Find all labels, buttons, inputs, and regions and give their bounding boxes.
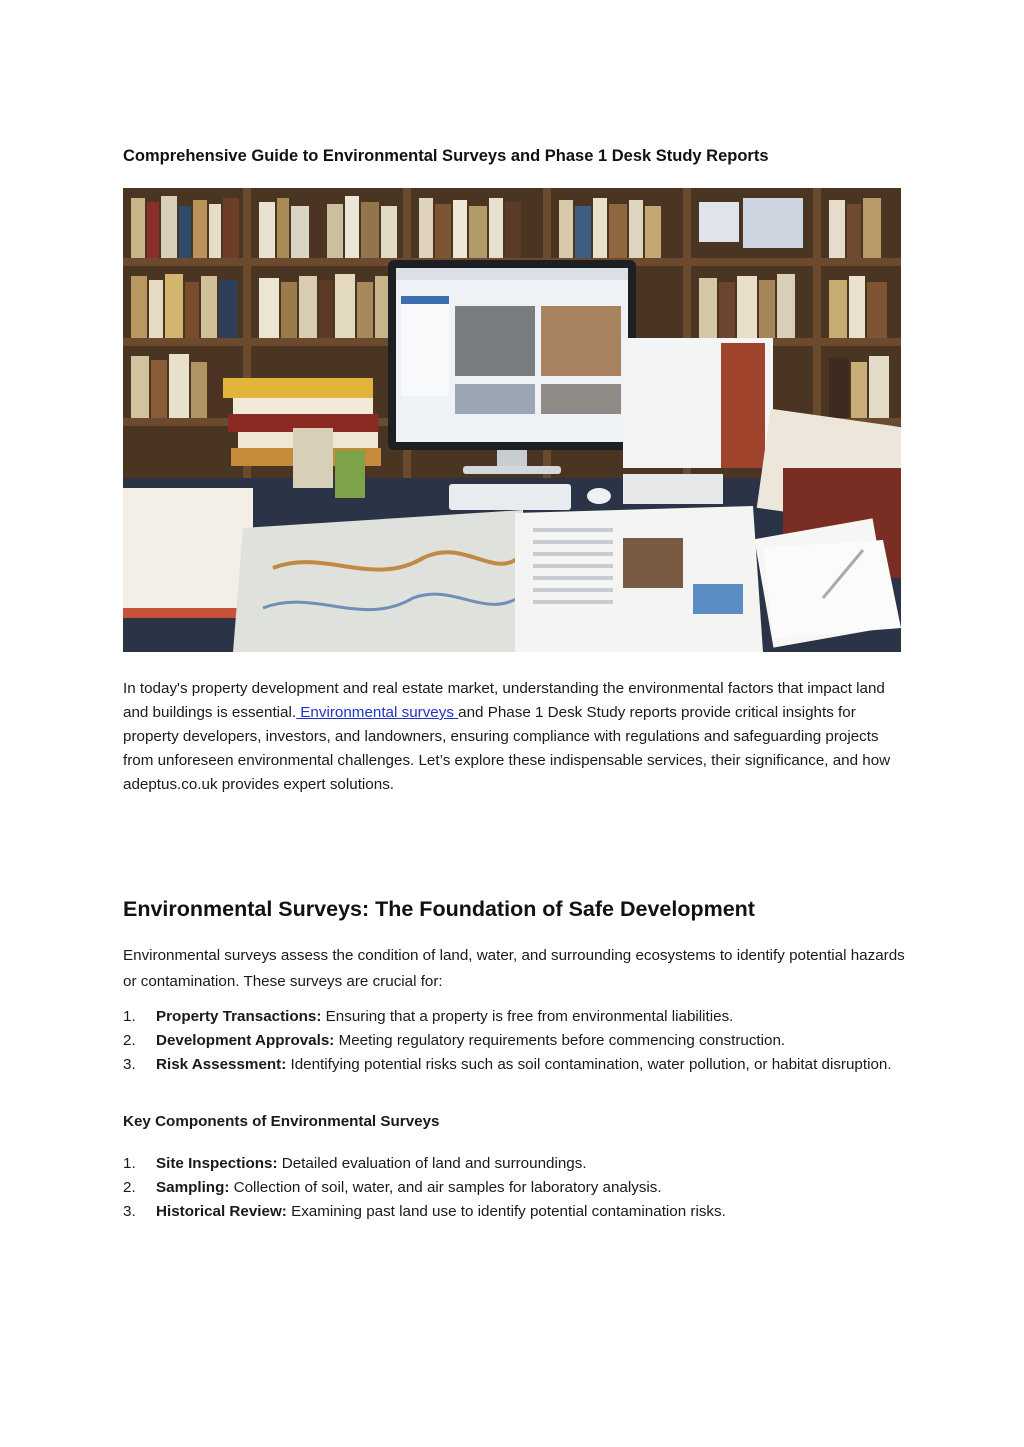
list-number: 2. xyxy=(123,1032,136,1049)
list-text: Examining past land use to identify potential contamination risks. xyxy=(286,1203,726,1220)
list-text: Ensuring that a property is free from environmental liabilities. xyxy=(321,1008,734,1025)
list-term: Historical Review: xyxy=(156,1203,287,1220)
intro-text-before: In today's property development and real estate market, understanding the environmental factors that impact land and buildings is essential. xyxy=(123,680,885,721)
list-item xyxy=(123,1005,913,1029)
components-list xyxy=(123,1152,913,1224)
list-term: Property Transactions: xyxy=(156,1008,322,1025)
list-text: Identifying potential risks such as soil contamination, water pollution, or habitat disruption. xyxy=(286,1056,892,1073)
list-text: Meeting regulatory requirements before commencing construction. xyxy=(334,1032,786,1049)
list-number: 1. xyxy=(123,1008,136,1025)
list-item xyxy=(123,1152,913,1176)
intro-paragraph xyxy=(123,677,913,797)
list-item xyxy=(123,1029,913,1053)
uses-list xyxy=(123,1005,913,1077)
list-text: Detailed evaluation of land and surroundings. xyxy=(277,1155,587,1172)
list-number: 3. xyxy=(123,1056,136,1073)
list-number: 1. xyxy=(123,1155,136,1172)
components-heading: Key Components of Environmental Surveys xyxy=(123,1113,440,1130)
list-number: 3. xyxy=(123,1203,136,1220)
list-number: 2. xyxy=(123,1179,136,1196)
hero-image xyxy=(123,188,901,652)
list-term: Sampling: xyxy=(156,1179,230,1196)
section-paragraph: Environmental surveys assess the condition of land, water, and surrounding ecosystems to identify potential hazards or contamination. These surveys are crucial for: xyxy=(123,947,905,990)
list-item xyxy=(123,1053,913,1077)
list-term: Development Approvals: xyxy=(156,1032,335,1049)
document-title: Comprehensive Guide to Environmental Surveys and Phase 1 Desk Study Reports xyxy=(123,147,769,165)
list-item xyxy=(123,1176,913,1200)
section-heading: Environmental Surveys: The Foundation of Safe Development xyxy=(123,897,755,921)
environmental-surveys-link[interactable]: Environmental surveys xyxy=(296,704,459,721)
list-text: Collection of soil, water, and air samples for laboratory analysis. xyxy=(229,1179,662,1196)
list-item xyxy=(123,1200,913,1224)
list-term: Site Inspections: xyxy=(156,1155,278,1172)
desk-study-illustration xyxy=(123,188,901,652)
intro-text-after: and Phase 1 Desk Study reports provide critical insights for property developers, investors, and landowners, ensuring compliance with regulations and safeguarding projects from unforeseen environmental challenges. Let’s explore these indispensable services, their significance, and how adeptus.co.uk provides expert solutions. xyxy=(123,704,891,793)
list-term: Risk Assessment: xyxy=(156,1056,287,1073)
